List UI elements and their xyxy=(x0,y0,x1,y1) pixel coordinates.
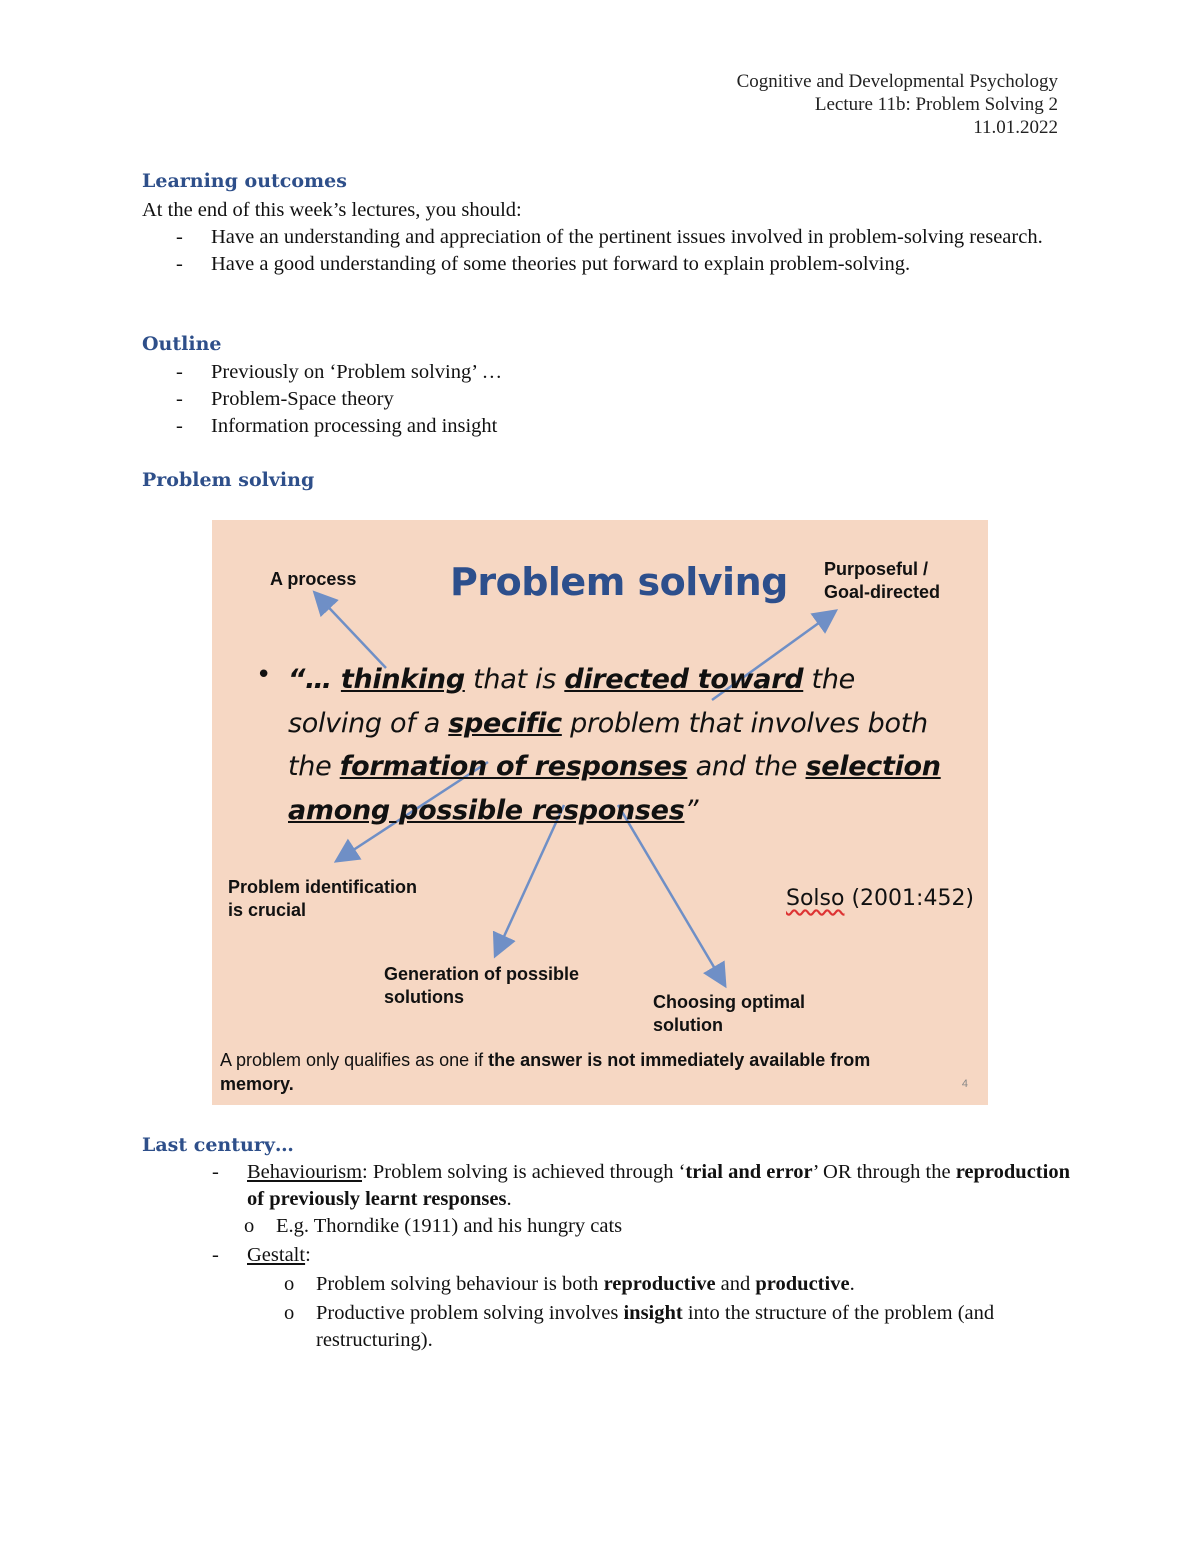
learning-outcomes-heading: Learning outcomes xyxy=(142,170,347,192)
list-item: - Information processing and insight xyxy=(176,415,498,437)
last-century-list xyxy=(206,1159,1076,1354)
list-item: - Previously on ‘Problem solving’ … xyxy=(176,361,503,383)
list-item: o E.g. Thorndike (1911) and his hungry cats xyxy=(244,1215,623,1237)
label-purposeful: Purposeful / Goal-directed xyxy=(824,559,941,602)
slide-number: 4 xyxy=(961,1078,968,1090)
course-name: Cognitive and Developmental Psychology xyxy=(736,71,1058,92)
list-item: - Problem-Space theory xyxy=(176,388,394,410)
list-item-gestalt: - Gestalt: o Problem solving behaviour is both reproductive and productive. o Productive problem solving involves insight into the structure of the problem (and restructuring). xyxy=(206,1242,1076,1354)
problem-solving-heading: Problem solving xyxy=(142,469,315,491)
document-header xyxy=(737,70,1058,139)
label-generation: Generation of possible solutions xyxy=(384,964,580,1007)
list-item: - Have a good understanding of some theories put forward to explain problem-solving. xyxy=(176,253,911,275)
label-problem-identification: Problem identification is crucial xyxy=(228,877,418,920)
lecture-title: Lecture 11b: Problem Solving 2 xyxy=(814,94,1058,115)
problem-solving-slide-figure xyxy=(212,520,988,1105)
slide-footnote: A problem only qualifies as one if the answer is not immediately available from memory. xyxy=(220,1050,871,1094)
label-a-process: A process xyxy=(270,569,357,589)
list-item: - Have an understanding and appreciation of the pertinent issues involved in problem-solving research. xyxy=(176,226,1043,248)
list-item: o Productive problem solving involves insight into the structure of the problem (and restructuring). xyxy=(284,1302,995,1351)
lecture-date: 11.01.2022 xyxy=(973,117,1058,138)
citation: Solso (2001:452) xyxy=(786,886,975,911)
solso-definition-quote: “… thinking that is directed toward the solving of a specific problem that involves both the formation of responses and the selection among possible responses” xyxy=(288,664,941,826)
label-choosing: Choosing optimal solution xyxy=(653,992,805,1035)
last-century-heading: Last century… xyxy=(142,1134,294,1156)
learning-outcomes-list xyxy=(170,224,1050,278)
list-item-behaviourism: - Behaviourism: Problem solving is achieved through ‘trial and error’ OR through the reproduction of previously learnt responses. o E.g. Thorndike (1911) and his hungry cats xyxy=(206,1159,1076,1240)
learning-outcomes-intro: At the end of this week’s lectures, you should: xyxy=(142,199,522,221)
outline-heading: Outline xyxy=(142,333,222,355)
arrow-to-process xyxy=(316,594,386,668)
slide-bullet: • xyxy=(256,660,272,690)
outline-list xyxy=(170,359,1050,440)
list-item: o Problem solving behaviour is both reproductive and productive. xyxy=(284,1273,855,1295)
slide-title: Problem solving xyxy=(450,560,788,604)
